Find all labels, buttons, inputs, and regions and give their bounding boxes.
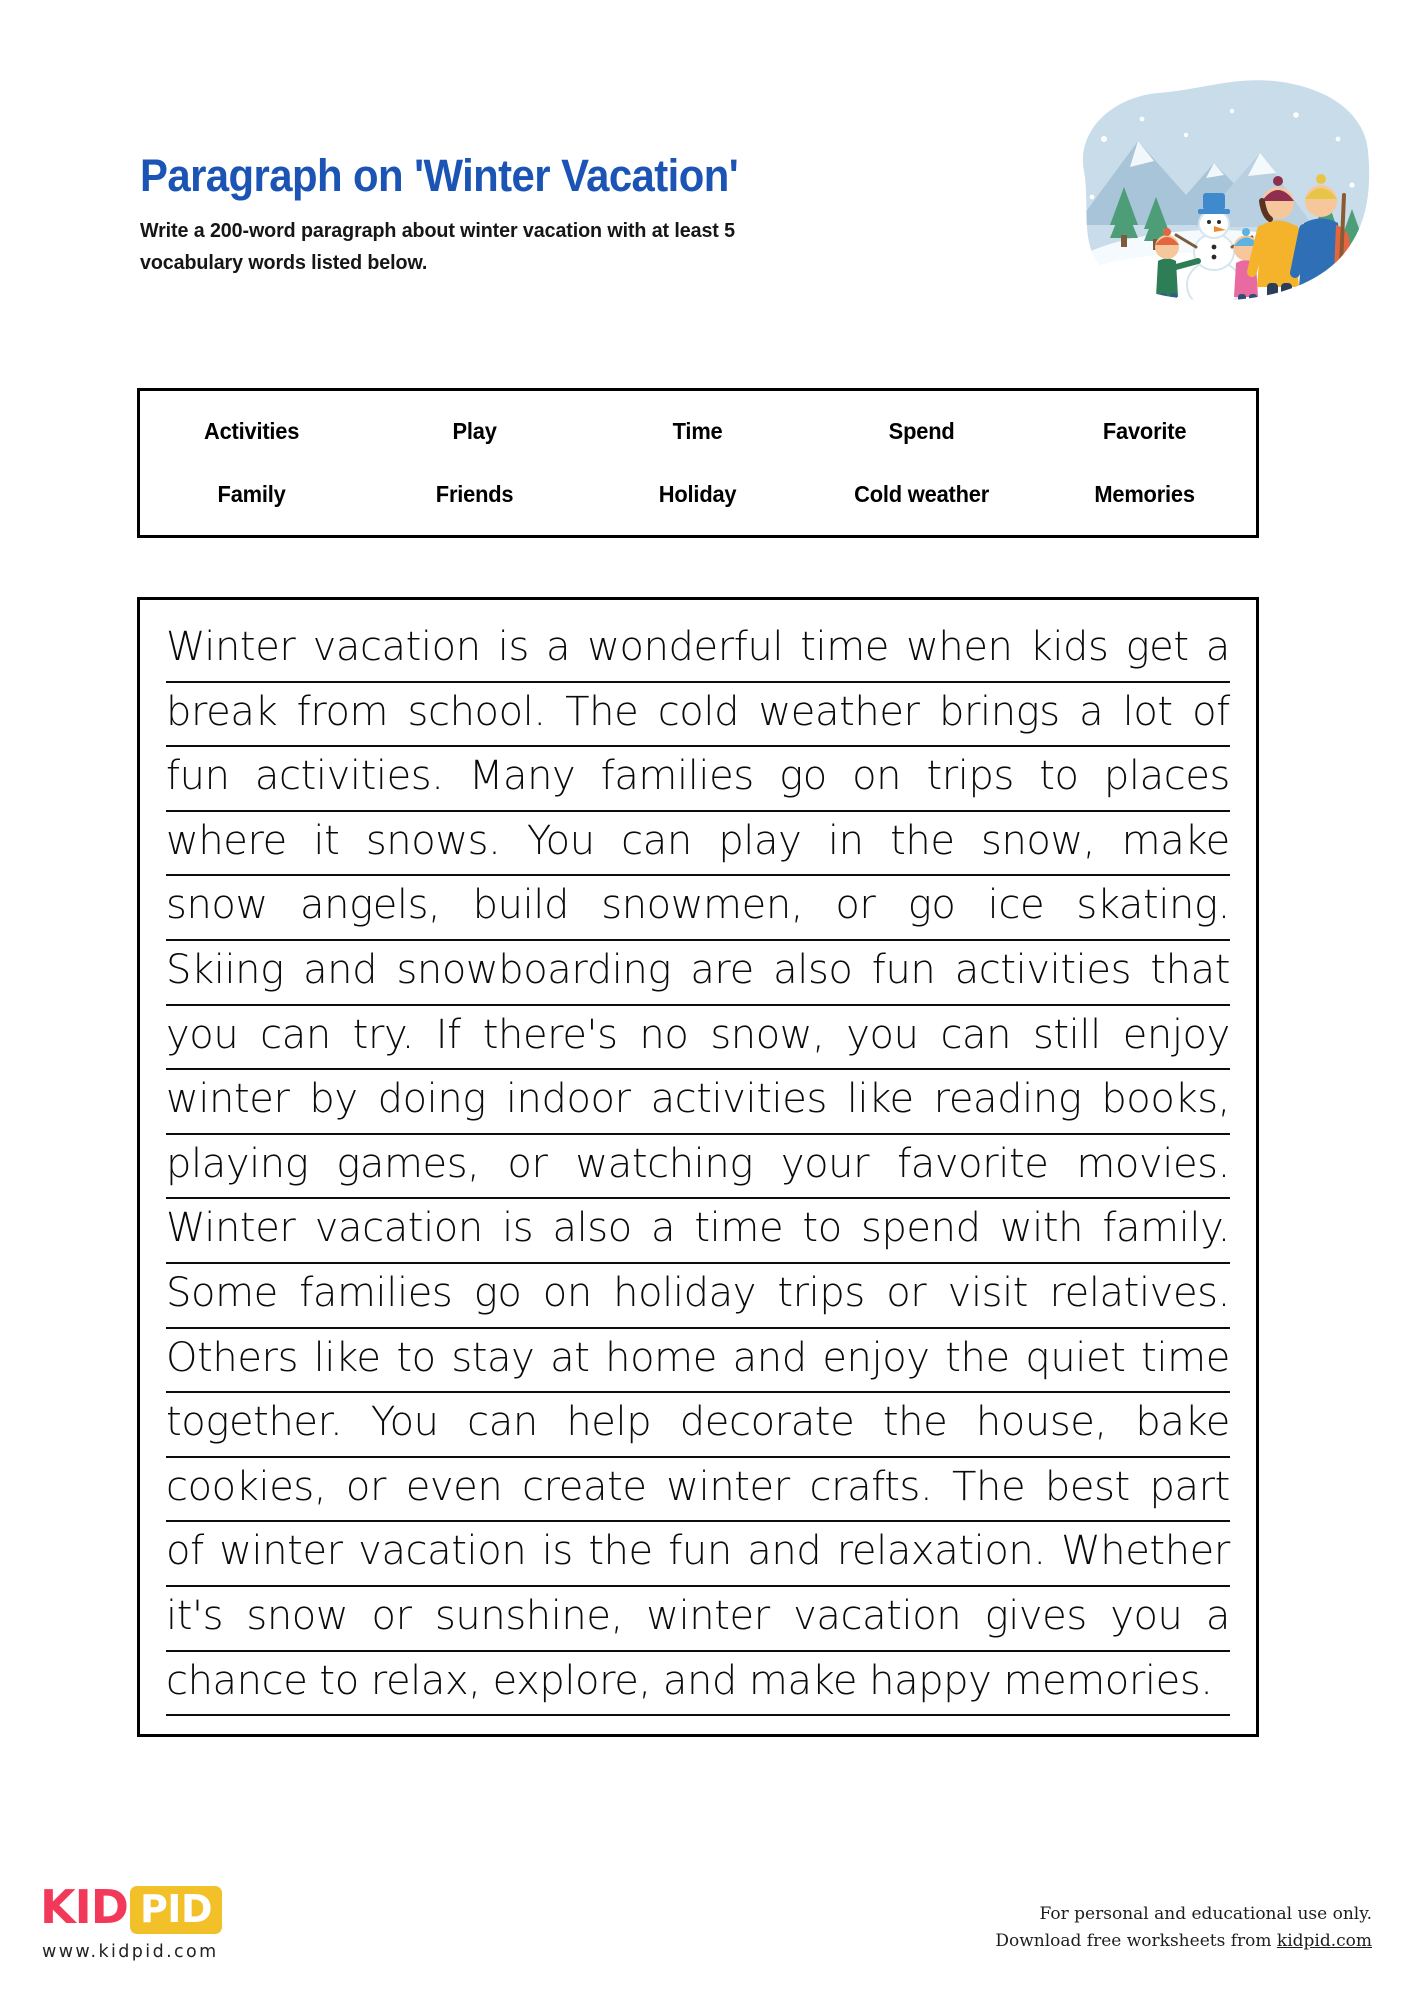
answer-word: happy — [869, 1657, 992, 1704]
answer-word: snow, — [981, 817, 1096, 864]
answer-word: go — [779, 753, 827, 800]
answer-word: watching — [575, 1140, 753, 1187]
answer-word: also — [773, 946, 853, 993]
answer-word: relax, — [370, 1657, 481, 1704]
answer-word: relatives. — [1049, 1269, 1230, 1316]
answer-word: Winter — [166, 1205, 296, 1252]
answer-word: house, — [975, 1399, 1107, 1446]
answer-word: snow — [166, 882, 268, 929]
answer-word: to — [802, 1205, 842, 1252]
answer-word: If — [435, 1011, 461, 1058]
answer-line — [166, 1587, 1230, 1652]
answer-word: that — [1150, 946, 1230, 993]
paragraph-answer-box[interactable] — [137, 597, 1259, 1737]
answer-word: is — [541, 1528, 573, 1575]
answer-word: doing — [377, 1076, 486, 1123]
answer-word: and — [662, 1657, 737, 1704]
answer-word: when — [906, 624, 1013, 670]
answer-word: wonderful — [587, 624, 784, 670]
answer-word: snows. — [365, 817, 501, 864]
answer-word: in — [827, 817, 864, 864]
answer-word: you — [1110, 1592, 1183, 1639]
answer-line — [166, 1006, 1230, 1071]
answer-word: winter — [666, 1463, 790, 1510]
answer-word: families — [299, 1269, 453, 1316]
vocabulary-word: Play — [452, 418, 497, 444]
answer-word: crafts. — [809, 1463, 933, 1510]
answer-word: together. — [166, 1399, 343, 1446]
answer-word: by — [309, 1076, 358, 1123]
vocabulary-word: Friends — [436, 481, 514, 507]
answer-line — [166, 876, 1230, 941]
answer-word: reading — [933, 1076, 1082, 1123]
vocabulary-row-2 — [140, 481, 1256, 508]
answer-word: still — [1032, 1011, 1101, 1058]
answer-word: skating. — [1076, 882, 1230, 929]
answer-word: to — [396, 1334, 436, 1381]
answer-word: vacation — [314, 1205, 483, 1252]
answer-word: brings — [938, 688, 1060, 735]
vocabulary-word: Favorite — [1102, 418, 1187, 444]
answer-word: to — [319, 1657, 359, 1704]
answer-word: trips — [926, 753, 1014, 800]
kidpid-logo-mark — [40, 1881, 222, 1933]
answer-word: on — [542, 1269, 592, 1316]
answer-word: to — [1039, 753, 1079, 800]
answer-line — [166, 1458, 1230, 1523]
answer-word: can — [940, 1011, 1012, 1058]
vocabulary-word-bank — [137, 388, 1259, 538]
answer-word: movies. — [1076, 1140, 1230, 1187]
answer-word: kids — [1029, 624, 1109, 670]
answer-word: is — [497, 624, 529, 670]
answer-word: time — [694, 1205, 784, 1252]
answer-word: the — [882, 1399, 948, 1446]
answer-word: build — [472, 882, 570, 929]
answer-word: or — [835, 882, 876, 929]
answer-word: at — [550, 1334, 590, 1381]
answer-word: make — [1121, 817, 1230, 864]
answer-word: Whether — [1061, 1528, 1230, 1575]
answer-word: games, — [336, 1140, 480, 1187]
answer-word: bake — [1135, 1399, 1230, 1446]
answer-word: like — [846, 1076, 914, 1123]
vocabulary-word: Activities — [203, 418, 300, 444]
answer-word: Winter — [166, 624, 296, 670]
kidpid-link[interactable]: kidpid.com — [1276, 1931, 1372, 1952]
answer-line — [166, 1522, 1230, 1587]
answer-word: explore, — [492, 1657, 651, 1704]
answer-word: Skiing — [166, 946, 284, 993]
answer-line — [166, 1329, 1230, 1394]
worksheet-header — [0, 0, 1414, 380]
answer-word: you — [166, 1011, 239, 1058]
answer-word: a — [1205, 624, 1230, 670]
answer-word: play — [718, 817, 802, 864]
logo-kid-text: KID — [40, 1880, 128, 1934]
answer-word: where — [166, 817, 287, 864]
answer-word: fun — [166, 753, 230, 800]
answer-word: the — [945, 1334, 1010, 1381]
answer-word: You — [370, 1399, 439, 1446]
answer-word: your — [780, 1140, 870, 1187]
answer-word: places — [1103, 753, 1230, 800]
answer-word: weather — [758, 688, 920, 735]
answer-word: decorate — [679, 1399, 855, 1446]
answer-word: home — [605, 1334, 717, 1381]
answer-word: trips — [777, 1269, 865, 1316]
answer-word: quiet — [1025, 1334, 1126, 1381]
answer-word: time — [800, 624, 889, 670]
answer-word: with — [999, 1205, 1084, 1252]
answer-line — [166, 941, 1230, 1006]
answer-word: cold — [657, 688, 740, 735]
answer-word: family. — [1102, 1205, 1230, 1252]
logo-website-url: www.kidpid.com — [42, 1942, 219, 1962]
answer-word: snowmen, — [601, 882, 804, 929]
answer-line — [166, 1070, 1230, 1135]
answer-word: indoor — [505, 1076, 631, 1123]
vocabulary-word: Spend — [888, 418, 955, 444]
answer-word: or — [886, 1269, 927, 1316]
answer-word: stay — [451, 1334, 535, 1381]
answer-word: or — [345, 1463, 386, 1510]
answer-word: angels, — [300, 882, 441, 929]
answer-word: are — [690, 946, 754, 993]
answer-word: make — [748, 1657, 858, 1704]
answer-line — [166, 1135, 1230, 1200]
answer-line — [166, 618, 1230, 683]
answer-word: favorite — [897, 1140, 1049, 1187]
answer-word: a — [651, 1205, 676, 1252]
answer-word: activities — [954, 946, 1132, 993]
answer-line — [166, 812, 1230, 877]
page-title: Paragraph on 'Winter Vacation' — [140, 150, 739, 201]
answer-word: snowboarding — [396, 946, 671, 993]
footer-note-line-2 — [995, 1928, 1372, 1956]
answer-word: go — [907, 882, 956, 929]
answer-word: chance — [166, 1657, 308, 1704]
answer-word: a — [1205, 1592, 1230, 1639]
footer-usage-note — [995, 1901, 1372, 1956]
answer-word: break — [166, 688, 278, 735]
answer-word: or — [371, 1592, 412, 1639]
answer-word: no — [639, 1011, 689, 1058]
answer-word: sunshine, — [434, 1592, 623, 1639]
page-instructions: Write a 200-word paragraph about winter vacation with at least 5 vocabulary words listed below. — [140, 219, 735, 275]
logo-pid-badge: PID — [130, 1886, 222, 1934]
answer-word: winter — [646, 1592, 770, 1639]
answer-word: the — [588, 1528, 653, 1575]
answer-word: holiday — [613, 1269, 756, 1316]
answer-word: there's — [482, 1011, 618, 1058]
answer-word: even — [405, 1463, 503, 1510]
answer-line — [166, 747, 1230, 812]
answer-word: fun — [668, 1528, 732, 1575]
answer-word: can — [621, 817, 692, 864]
answer-word: best — [1044, 1463, 1130, 1510]
answer-word: Others — [166, 1334, 299, 1381]
kidpid-logo[interactable] — [40, 1881, 222, 1962]
answer-word: can — [467, 1399, 538, 1446]
answer-word: go — [473, 1269, 522, 1316]
answer-word: books, — [1101, 1076, 1230, 1123]
answer-word: lot — [1122, 688, 1173, 735]
answer-word: vacation — [312, 624, 481, 670]
answer-word: the — [890, 817, 955, 864]
vocabulary-word: Family — [217, 481, 286, 507]
answer-word: from — [296, 688, 389, 735]
answer-word: snow, — [710, 1011, 825, 1058]
answer-word: school. — [407, 688, 546, 735]
answer-word: enjoy — [1122, 1011, 1230, 1058]
answer-line — [166, 1199, 1230, 1264]
answer-word: activities — [650, 1076, 827, 1123]
vocabulary-word: Time — [673, 418, 723, 444]
answer-word: it's — [166, 1592, 224, 1639]
vocabulary-word: Cold weather — [853, 481, 989, 507]
answer-line — [166, 683, 1230, 748]
handwritten-paragraph — [166, 618, 1230, 1716]
answer-word: time — [1141, 1334, 1230, 1381]
answer-word: The — [951, 1463, 1026, 1510]
answer-word: of — [166, 1528, 204, 1575]
answer-word: gives — [984, 1592, 1087, 1639]
answer-word: snow — [246, 1592, 349, 1639]
answer-line — [166, 1393, 1230, 1458]
answer-word: memories. — [1003, 1657, 1213, 1704]
answer-word: relaxation. — [836, 1528, 1046, 1575]
answer-word: also — [552, 1205, 632, 1252]
answer-word: visit — [947, 1269, 1029, 1316]
answer-word: enjoy — [822, 1334, 930, 1381]
vocabulary-word: Holiday — [659, 481, 737, 507]
answer-word: and — [303, 946, 378, 993]
answer-word: Some — [166, 1269, 278, 1316]
answer-word: can — [260, 1011, 331, 1058]
vocabulary-word: Memories — [1094, 481, 1195, 507]
footer-note-prefix: Download free worksheets from — [995, 1931, 1277, 1952]
answer-word: and — [747, 1528, 822, 1575]
answer-word: try. — [352, 1011, 414, 1058]
answer-word: playing — [166, 1140, 309, 1187]
answer-word: it — [313, 817, 340, 864]
answer-word: families — [600, 753, 754, 800]
answer-word: of — [1192, 688, 1230, 735]
answer-word: you — [846, 1011, 919, 1058]
answer-line — [166, 1264, 1230, 1329]
answer-word: ice — [987, 882, 1045, 929]
answer-word: like — [313, 1334, 381, 1381]
answer-word: help — [566, 1399, 652, 1446]
answer-word: and — [732, 1334, 807, 1381]
winter-family-snow-scene-illustration — [1046, 75, 1376, 320]
answer-word: cookies, — [166, 1463, 327, 1510]
answer-word: winter — [219, 1528, 343, 1575]
worksheet-footer — [0, 1830, 1414, 2000]
footer-note-line-1: For personal and educational use only. — [1039, 1903, 1372, 1924]
answer-line — [166, 1652, 1230, 1717]
answer-word: vacation — [358, 1528, 527, 1575]
answer-word: or — [507, 1140, 548, 1187]
answer-word: is — [502, 1205, 534, 1252]
answer-word: The — [565, 688, 639, 735]
header-text-block — [140, 152, 920, 279]
answer-word: create — [522, 1463, 647, 1510]
answer-word: fun — [871, 946, 936, 993]
answer-word: get — [1125, 624, 1189, 670]
answer-word: spend — [861, 1205, 981, 1252]
answer-word: on — [852, 753, 902, 800]
answer-word: activities. — [254, 753, 444, 800]
answer-word: a — [545, 624, 571, 670]
answer-word: winter — [166, 1076, 290, 1123]
answer-word: You — [526, 817, 595, 864]
vocabulary-row-1 — [140, 418, 1256, 445]
answer-word: vacation — [793, 1592, 962, 1639]
answer-word: Many — [468, 753, 576, 800]
answer-word: part — [1149, 1463, 1230, 1510]
answer-word: a — [1079, 688, 1104, 735]
